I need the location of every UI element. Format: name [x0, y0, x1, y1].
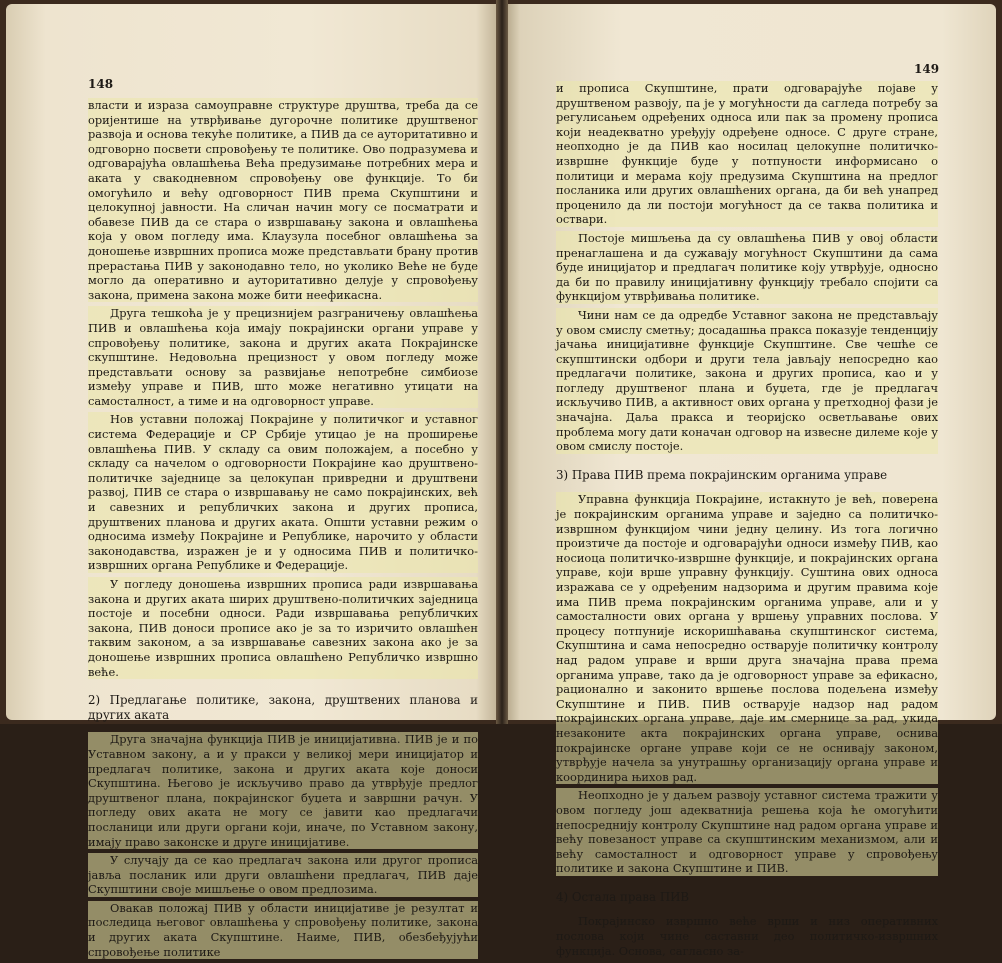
section-heading: 2) Предлагање политике, закона, друштвених планова и других аката [88, 693, 478, 722]
right-page-body [556, 81, 938, 962]
book-gutter [496, 0, 508, 724]
paragraph: власти и израза самоуправне структуре друштва, треба да се оријентише на утврђивање дугорочне политике друштвеног развоја и основа текуће политике, а ПИВ да се ауторитативно и одговорно посвети спровођењу те политике. Ово подразумева и одговарајућа овлашћења Већа предузимање потребних мера и аката у свакодневном спровођењу ове функције. То би омогућило и већу одговорност ПИВ према Скупштини и целокупној јавности. На сличан начин могу се посматрати и обавезе ПИВ да се стара о извршавању закона и овлашћења која у овом погледу има. Клаузула посебног овлашћења за доношење извршних прописа може представљати брану против прерастања ПИВ у законодавно тело, но уколико Веће не буде могло да оперативно и ауторитативно делује у спровођењу закона, примена закона може бити неефикасна. [88, 98, 478, 302]
paragraph: и прописа Скупштине, прати одговарајуће појаве у друштвеном развоју, па је у могућности да сагледа потребу за регулисањем одређених односа или пак за промену прописа који неадекватно уређују одређене односе. С друге стране, неопходно је да ПИВ као носилац целокупне политичко-извршне функције буде у потпуности информисано о политици и мерама коју предузима Скупштина на предлог посланика или других овлашћених органа, да би већ унапред проценило да ли постоји могућност да се таква политика и оствари. [556, 81, 938, 227]
page-number-left: 148 [88, 77, 114, 91]
right-page [502, 4, 996, 958]
paragraph: Неопходно је у даљем развоју уставног система тражити у овом погледу још адекватнија решења која ће омогућити непосредниjу контролу Скупштине над радом органа управе и већу повезаност управе са скупштинским механизмом, али и већу самосталност и одговорност управе у спровођењу политике и закона Скупштине и ПИВ. [556, 788, 938, 876]
paragraph: Друга тешкоћа је у прецизнијем разграничењу овлашћења ПИВ и овлашћења која имају покрајински органи управе у спровођењу политике, закона и других аката Покрајинске скупштине. Недовољна прецизност у овом погледу може представљати основу за развијање непотребне симбиозе између управе и ПИВ, што може негативно утицати на самосталност, а тиме и на одговорност управе. [88, 306, 478, 408]
paragraph: Покрајинско извршно веће врши и низ оперативних послова који чине саставни део политичко-извршних функција. Основа, сагласно за- [556, 914, 938, 958]
paragraph: Нов уставни положај Покрајине у политичког и уставног система Федерације и СР Србије утицао је на проширење овлашћења ПИВ. У складу са овим положајем, а посебно у складу са начелом о одговорности Покрајине као друштвено-политичке заједнице за целокупан привредни и друштвени развој, ПИВ се стара о извршавању не само покрајинских, већ и савезних и републичких закона и других прописа, друштвених планова и других аката. Општи уставни режим о односима између Покрајине и Републике, нарочито у области законодавства, изражен је и у односима ПИВ и политичко-извршних органа Републике и Федерације. [88, 412, 478, 573]
paragraph: Управна функција Покрајине, истакнуто је већ, поверена је покрајинским органима управе и заједно са политичко-извршном функцијом чини једну целину. Из тога логично произтиче да постоје и одговарајући односи између ПИВ, као носиоца политичко-извршне функције, и покрајинских органа управе, који врше управну функцију. Суштина ових односа изражава се у одређеним надзорима и другим правима које има ПИВ према покрајинским органима управе, али и у самосталности ових органа у вршењу управних послова. У процесу потпуније искоришћавања скупштинског система, Скупштина и сама непосредно остварује политичку контролу над радом управе и врши друга значајна права према органима управе, тако да је одговорност управе за ефикасно, рационално и законито вршење послова подељена између Скупштине и ПИВ. ПИВ остварује надзор над радом покрајинских органа управе, даје им смернице за рад, укида незаконите акта покрајинских органа управе, оснива покрајинске органе управе који се не оснивају законом, утврђује начела за унутрашњу организацију органа управе и координира њихов рад. [556, 492, 938, 784]
left-page-body [88, 98, 478, 963]
section-heading: 3) Права ПИВ према покрајинским органима управе [556, 467, 888, 482]
section-heading: 4) Остала права ПИВ [556, 889, 690, 904]
paragraph: Чини нам се да одредбе Уставног закона не представљају у овом смислу сметњу; досадашња пракса показује тенденцију јачања иницијативне функције Скупштине. Све чешће се скупштински одбори и други тела јављају непосредно као предлагачи политике, закона и других прописа, као и у погледу друштвеног плана и буџета, где је предлагач искључиво ПИВ, а активност ових органа у претходној фази је значајна. Даља пракса и теоријско осветљавање ових проблема могу дати коначан одговор на извесне дилеме које у овом смислу постоје. [556, 307, 938, 454]
paragraph: Постоје мишљења да су овлашћења ПИВ у овој области пренаглашена и да сужавају могућност Скупштини да сама буде иницијатор и предлагач политике коју утврђује, односно да би по правилу иницијативну функцију требало спојити са функцијом утврђивања политике. [556, 230, 938, 304]
paragraph: У погледу доношења извршних прописа ради извршавања закона и других аката ширих друштвено-политичких заједница постоје и посебни односи. Ради извршавања републичких закона, ПИВ доноси прописе ако је за то изричито овлашћен таквим законом, а за извршавање савезних закона ако је за доношење извршних прописа овлашћено Републичко извршно веће. [88, 577, 478, 679]
paragraph: Овакав положај ПИВ у области иницијативе је резултат и последица његовог овлашћења у спровођењу политике, закона и других аката Скупштине. Наиме, ПИВ, обезбеђујући спровођење политике [88, 900, 478, 959]
paragraph: Друга значајна функција ПИВ је иницијативна. ПИВ је и по Уставном закону, а и у пракси у великој мери иницијатор и предлагач политике, закона и других аката које доноси Скупштина. Његово је искључиво право да утврђује предлог друштвеног плана, покрајинског буџета и завршни рачун. У погледу ових аката не могу се јавити као предлагачи посланици или други органи који, иначе, по Уставном закону, имају право законске и друге иницијативе. [88, 732, 478, 849]
paragraph: У случају да се као предлагач закона или другог прописа јавља посланик или други овлашћени предлагач, ПИВ даје Скупштини своје мишљење о овом предлозима. [88, 853, 478, 897]
page-number-right: 149 [914, 62, 940, 76]
left-page [6, 4, 502, 959]
